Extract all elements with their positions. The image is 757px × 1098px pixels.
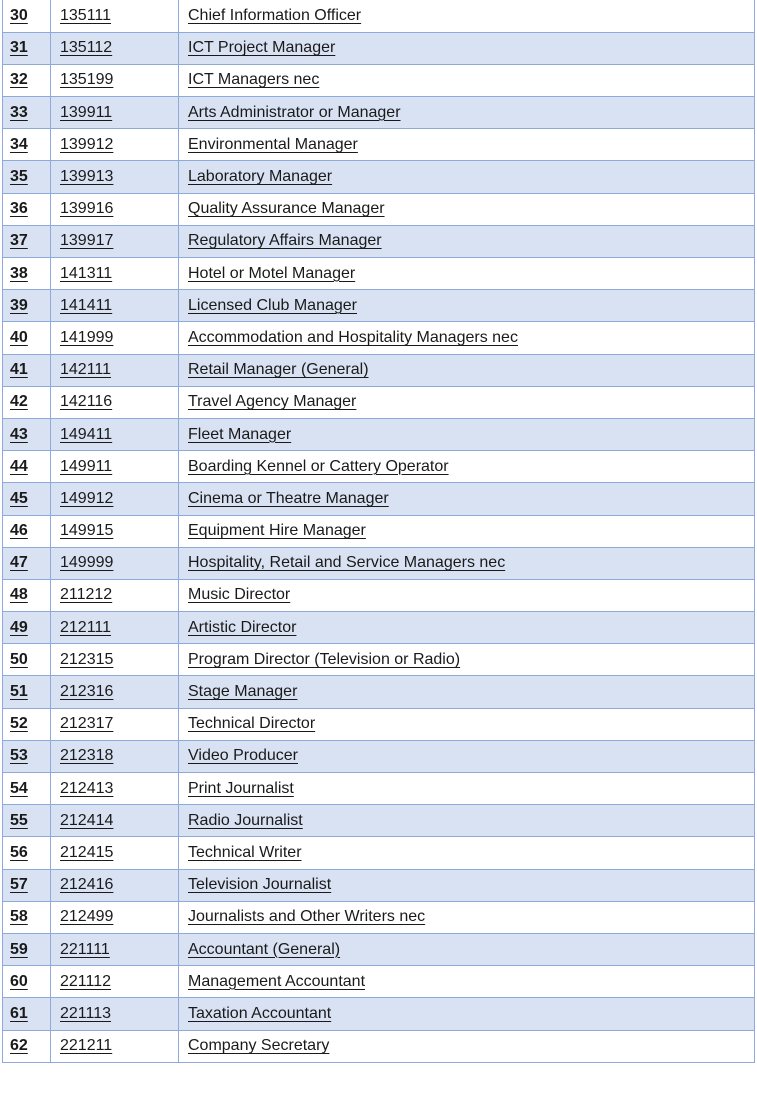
occupation-name-cell: Technical Writer xyxy=(179,837,755,869)
occupation-name-cell: Boarding Kennel or Cattery Operator xyxy=(179,451,755,483)
occupation-code-cell: 212316 xyxy=(51,676,179,708)
row-number-cell: 62 xyxy=(3,1030,51,1062)
occupation-list-table-container xyxy=(2,0,754,1063)
table-row xyxy=(3,161,755,193)
table-row xyxy=(3,644,755,676)
occupation-name-cell: Music Director xyxy=(179,579,755,611)
row-number-cell: 51 xyxy=(3,676,51,708)
occupation-name-cell: Licensed Club Manager xyxy=(179,290,755,322)
row-number-cell: 37 xyxy=(3,225,51,257)
table-row xyxy=(3,933,755,965)
occupation-code-cell: 212499 xyxy=(51,901,179,933)
row-number-cell: 39 xyxy=(3,290,51,322)
row-number-cell: 44 xyxy=(3,451,51,483)
occupation-code-cell: 135199 xyxy=(51,64,179,96)
row-number-cell: 48 xyxy=(3,579,51,611)
occupation-name-cell: Journalists and Other Writers nec xyxy=(179,901,755,933)
table-row xyxy=(3,129,755,161)
occupation-name-cell: Stage Manager xyxy=(179,676,755,708)
row-number-cell: 49 xyxy=(3,612,51,644)
table-row xyxy=(3,547,755,579)
occupation-code-cell: 135112 xyxy=(51,32,179,64)
occupation-name-cell: ICT Project Manager xyxy=(179,32,755,64)
occupation-name-cell: Taxation Accountant xyxy=(179,998,755,1030)
row-number-cell: 40 xyxy=(3,322,51,354)
occupation-code-cell: 139911 xyxy=(51,97,179,129)
occupation-name-cell: Equipment Hire Manager xyxy=(179,515,755,547)
row-number-cell: 45 xyxy=(3,483,51,515)
occupation-name-cell: Management Accountant xyxy=(179,966,755,998)
occupation-code-cell: 141999 xyxy=(51,322,179,354)
occupation-name-cell: Hotel or Motel Manager xyxy=(179,258,755,290)
table-row xyxy=(3,1030,755,1062)
row-number-cell: 32 xyxy=(3,64,51,96)
occupation-name-cell: Travel Agency Manager xyxy=(179,386,755,418)
occupation-name-cell: Television Journalist xyxy=(179,869,755,901)
row-number-cell: 30 xyxy=(3,0,51,32)
occupation-code-cell: 139916 xyxy=(51,193,179,225)
occupation-name-cell: Artistic Director xyxy=(179,612,755,644)
row-number-cell: 55 xyxy=(3,805,51,837)
row-number-cell: 34 xyxy=(3,129,51,161)
occupation-name-cell: Radio Journalist xyxy=(179,805,755,837)
row-number-cell: 58 xyxy=(3,901,51,933)
occupation-name-cell: Print Journalist xyxy=(179,773,755,805)
occupation-code-cell: 221111 xyxy=(51,933,179,965)
table-row xyxy=(3,966,755,998)
occupation-code-cell: 149915 xyxy=(51,515,179,547)
occupation-name-cell: Program Director (Television or Radio) xyxy=(179,644,755,676)
occupation-code-cell: 141311 xyxy=(51,258,179,290)
row-number-cell: 56 xyxy=(3,837,51,869)
table-row xyxy=(3,837,755,869)
occupation-code-cell: 139917 xyxy=(51,225,179,257)
table-row xyxy=(3,998,755,1030)
table-row xyxy=(3,290,755,322)
occupation-code-cell: 221211 xyxy=(51,1030,179,1062)
occupation-name-cell: Cinema or Theatre Manager xyxy=(179,483,755,515)
table-row xyxy=(3,193,755,225)
occupation-code-cell: 221113 xyxy=(51,998,179,1030)
table-row xyxy=(3,97,755,129)
table-row xyxy=(3,773,755,805)
occupation-name-cell: Fleet Manager xyxy=(179,418,755,450)
occupation-code-cell: 149999 xyxy=(51,547,179,579)
occupation-code-cell: 135111 xyxy=(51,0,179,32)
occupation-list-table xyxy=(2,0,755,1063)
row-number-cell: 41 xyxy=(3,354,51,386)
table-row xyxy=(3,612,755,644)
occupation-name-cell: ICT Managers nec xyxy=(179,64,755,96)
table-row xyxy=(3,869,755,901)
table-row xyxy=(3,386,755,418)
table-row xyxy=(3,805,755,837)
table-row xyxy=(3,708,755,740)
row-number-cell: 42 xyxy=(3,386,51,418)
row-number-cell: 60 xyxy=(3,966,51,998)
occupation-code-cell: 142111 xyxy=(51,354,179,386)
occupation-name-cell: Technical Director xyxy=(179,708,755,740)
table-row xyxy=(3,258,755,290)
occupation-code-cell: 212413 xyxy=(51,773,179,805)
table-row xyxy=(3,515,755,547)
row-number-cell: 59 xyxy=(3,933,51,965)
occupation-name-cell: Environmental Manager xyxy=(179,129,755,161)
occupation-name-cell: Company Secretary xyxy=(179,1030,755,1062)
row-number-cell: 53 xyxy=(3,740,51,772)
occupation-name-cell: Accommodation and Hospitality Managers nec xyxy=(179,322,755,354)
occupation-name-cell: Regulatory Affairs Manager xyxy=(179,225,755,257)
occupation-code-cell: 212317 xyxy=(51,708,179,740)
row-number-cell: 57 xyxy=(3,869,51,901)
row-number-cell: 33 xyxy=(3,97,51,129)
table-row xyxy=(3,354,755,386)
occupation-code-cell: 212318 xyxy=(51,740,179,772)
table-row xyxy=(3,579,755,611)
table-row xyxy=(3,322,755,354)
occupation-name-cell: Retail Manager (General) xyxy=(179,354,755,386)
table-row xyxy=(3,225,755,257)
row-number-cell: 50 xyxy=(3,644,51,676)
row-number-cell: 36 xyxy=(3,193,51,225)
table-row xyxy=(3,418,755,450)
table-row xyxy=(3,740,755,772)
occupation-name-cell: Hospitality, Retail and Service Managers nec xyxy=(179,547,755,579)
row-number-cell: 52 xyxy=(3,708,51,740)
table-body xyxy=(3,0,755,1062)
table-row xyxy=(3,64,755,96)
occupation-code-cell: 212111 xyxy=(51,612,179,644)
occupation-code-cell: 149911 xyxy=(51,451,179,483)
row-number-cell: 54 xyxy=(3,773,51,805)
occupation-code-cell: 212415 xyxy=(51,837,179,869)
row-number-cell: 46 xyxy=(3,515,51,547)
occupation-name-cell: Accountant (General) xyxy=(179,933,755,965)
occupation-code-cell: 149912 xyxy=(51,483,179,515)
table-row xyxy=(3,483,755,515)
occupation-name-cell: Quality Assurance Manager xyxy=(179,193,755,225)
occupation-code-cell: 139913 xyxy=(51,161,179,193)
table-row xyxy=(3,0,755,32)
occupation-code-cell: 141411 xyxy=(51,290,179,322)
table-row xyxy=(3,32,755,64)
occupation-name-cell: Arts Administrator or Manager xyxy=(179,97,755,129)
occupation-code-cell: 221112 xyxy=(51,966,179,998)
row-number-cell: 43 xyxy=(3,418,51,450)
row-number-cell: 61 xyxy=(3,998,51,1030)
occupation-name-cell: Chief Information Officer xyxy=(179,0,755,32)
occupation-code-cell: 212416 xyxy=(51,869,179,901)
row-number-cell: 35 xyxy=(3,161,51,193)
table-row xyxy=(3,901,755,933)
occupation-code-cell: 142116 xyxy=(51,386,179,418)
row-number-cell: 47 xyxy=(3,547,51,579)
table-row xyxy=(3,451,755,483)
occupation-code-cell: 139912 xyxy=(51,129,179,161)
occupation-code-cell: 211212 xyxy=(51,579,179,611)
occupation-name-cell: Laboratory Manager xyxy=(179,161,755,193)
occupation-code-cell: 212414 xyxy=(51,805,179,837)
occupation-code-cell: 212315 xyxy=(51,644,179,676)
row-number-cell: 31 xyxy=(3,32,51,64)
table-row xyxy=(3,676,755,708)
occupation-name-cell: Video Producer xyxy=(179,740,755,772)
occupation-code-cell: 149411 xyxy=(51,418,179,450)
row-number-cell: 38 xyxy=(3,258,51,290)
